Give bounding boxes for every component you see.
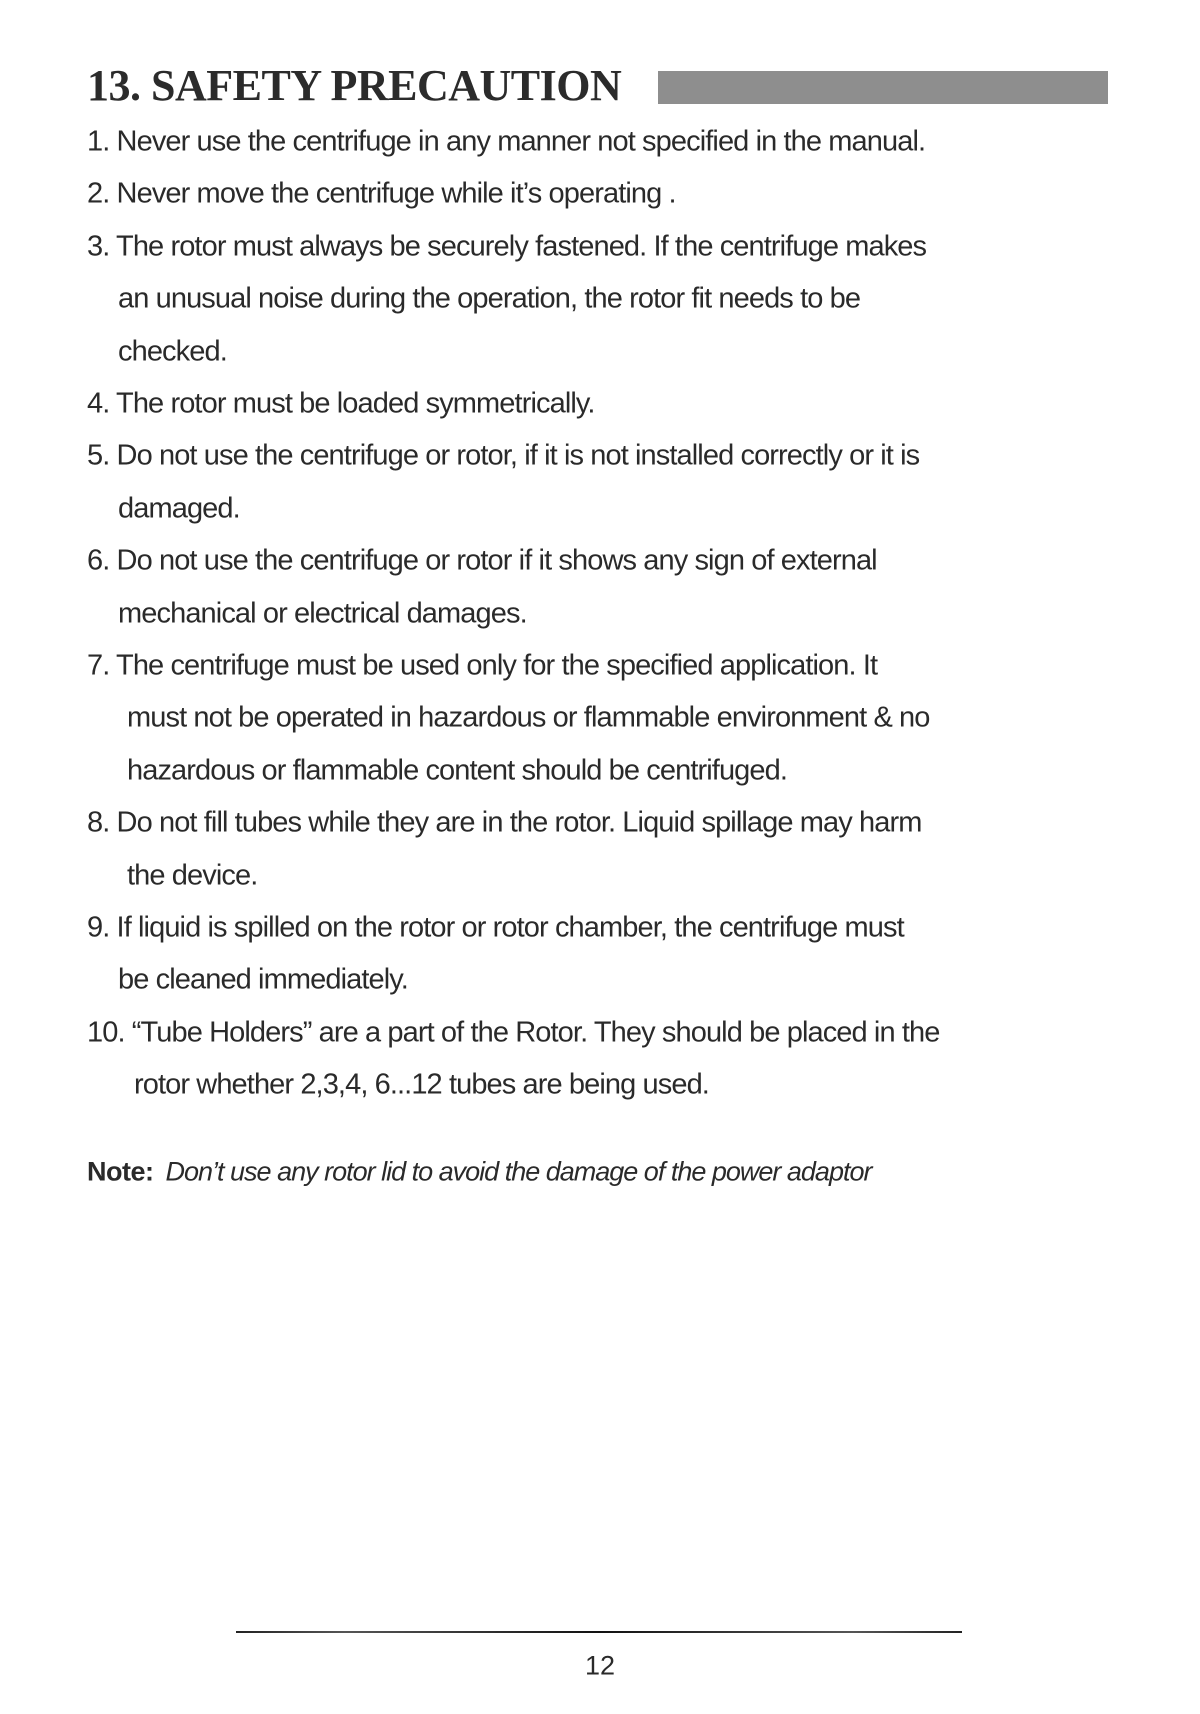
list-line: 3. The rotor must always be securely fastened. If the centrifuge makes [87, 230, 927, 263]
footer-rule [236, 1631, 962, 1633]
list-line: 5. Do not use the centrifuge or rotor, if it is not installed correctly or it is [87, 439, 920, 472]
list-line: 1. Never use the centrifuge in any manner not specified in the manual. [87, 125, 926, 158]
list-line: mechanical or electrical damages. [118, 597, 527, 630]
list-line: damaged. [118, 492, 240, 525]
list-line: rotor whether 2,3,4, 6...12 tubes are being used. [134, 1068, 709, 1101]
heading-bar [658, 71, 1108, 104]
list-line: 7. The centrifuge must be used only for the specified application. It [87, 649, 878, 682]
list-line: 9. If liquid is spilled on the rotor or rotor chamber, the centrifuge must [87, 911, 904, 944]
list-line: 2. Never move the centrifuge while it’s operating . [87, 177, 676, 210]
note [87, 1157, 871, 1188]
list-line: the device. [127, 859, 258, 892]
note-text: Don’t use any rotor lid to avoid the damage of the power adaptor [165, 1156, 872, 1187]
list-line: hazardous or flammable content should be centrifuged. [127, 754, 788, 787]
list-line: checked. [118, 335, 227, 368]
list-line: 6. Do not use the centrifuge or rotor if it shows any sign of external [87, 544, 877, 577]
list-line: 8. Do not fill tubes while they are in the rotor. Liquid spillage may harm [87, 806, 922, 839]
list-line: 4. The rotor must be loaded symmetrically. [87, 387, 595, 420]
list-line: must not be operated in hazardous or flammable environment & no [127, 701, 930, 734]
list-line: be cleaned immediately. [118, 963, 408, 996]
note-label: Note: [87, 1156, 154, 1187]
list-line: 10. “Tube Holders” are a part of the Rotor. They should be placed in the [87, 1016, 940, 1049]
section-heading: 13. SAFETY PRECAUTION [87, 61, 622, 110]
page-number: 12 [584, 1650, 616, 1681]
list-line: an unusual noise during the operation, the rotor fit needs to be [118, 282, 861, 315]
